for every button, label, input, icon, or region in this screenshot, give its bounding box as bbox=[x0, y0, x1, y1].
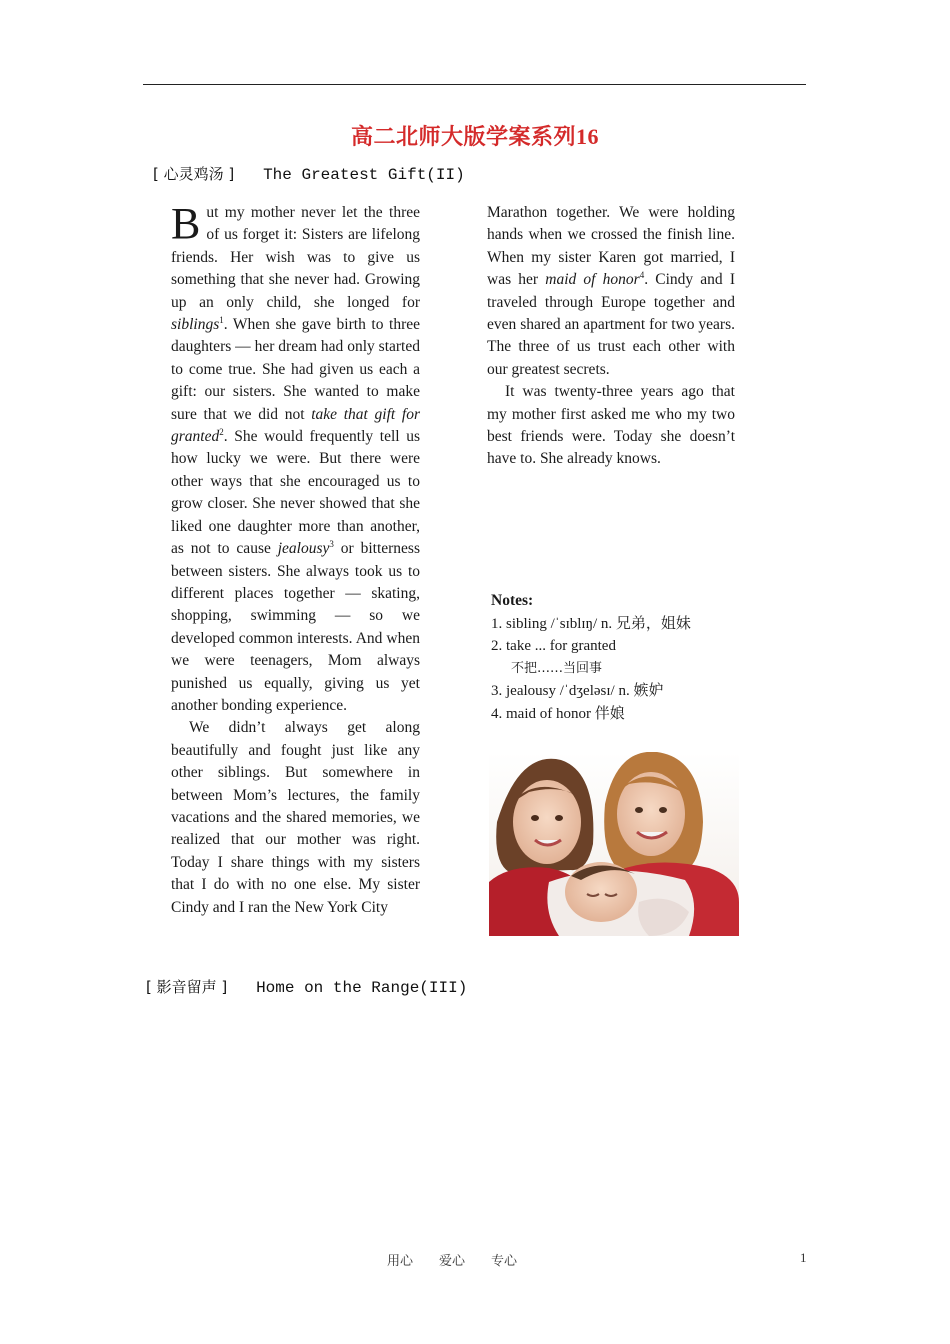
notes-box bbox=[491, 590, 751, 725]
sisters-photo-illustration bbox=[489, 752, 739, 936]
page-number: 1 bbox=[800, 1250, 807, 1265]
text-run: ut my mother never let the three of us forget it: Sisters are lifelong friends. Her wish was to give us something that she never had. Growing up an only child, she longed for bbox=[171, 204, 420, 311]
note-2-translation: 不把……当回事 bbox=[511, 660, 603, 676]
section-heading-1 bbox=[153, 163, 465, 184]
note-1: 1. sibling /ˈsɪblɪŋ/ n. 兄弟，姐妹 bbox=[491, 615, 691, 632]
glossed-term-maid-of-honor: maid of honor bbox=[545, 271, 640, 289]
page-title: 高二北师大版学案系列16 bbox=[350, 124, 599, 149]
glossed-term-take-for-granted: take that gift for granted bbox=[171, 405, 420, 446]
text-run: . When she gave birth to three daughters — her dream had only started to come true. She had given us each a gift: our sisters. She wanted to make sure that we did not bbox=[171, 316, 420, 423]
footer-motto: 用心 爱心 专心 bbox=[387, 1254, 518, 1269]
section-title-2: Home on the Range(III) bbox=[256, 979, 468, 997]
note-3: 3. jealousy /ˈdʒeləsɪ/ n. 嫉妒 bbox=[491, 683, 664, 699]
article-paragraph-1 bbox=[171, 199, 420, 717]
note-ref-4: 4 bbox=[639, 270, 645, 281]
article-column-right bbox=[487, 202, 735, 471]
header-rule bbox=[143, 84, 806, 85]
text-run: We didn’t always get along beautifully and fought just like any other siblings. But somewhere in between Mom’s lectures, the family vacations and the shared memories, we realized that our mother was right. Today I share things with my sisters that I do with no one else. My sister Cindy and I ran the New York City bbox=[171, 719, 420, 916]
note-ref-3: 3 bbox=[329, 538, 334, 549]
note-4: 4. maid of honor 伴娘 bbox=[491, 705, 625, 722]
drop-cap: B bbox=[171, 199, 201, 248]
text-run: Marathon together. We were holding hands when we crossed the finish line. When my sister Karen got married, I was her bbox=[487, 204, 735, 289]
note-ref-1: 1 bbox=[219, 314, 224, 325]
text-run: . She would frequently tell us how lucky we were. But there were other ways that she encouraged us to grow closer. She never showed that she liked one daughter more than another, as not to cause bbox=[171, 428, 420, 558]
text-run: or bitterness between sisters. She always took us to different places together — skating, shopping, swimming — so we developed common interests. And when we were teenagers, Mom always punished us equally, giving us yet another bonding experience. bbox=[171, 540, 420, 714]
article-paragraph-3: It was twenty-three years ago that my mother first asked me who my two best friends were. Today she doesn’t have to. She already knows. bbox=[487, 383, 735, 468]
section-tag-1: [ 心灵鸡汤 ] bbox=[153, 165, 235, 183]
notes-title: Notes: bbox=[491, 592, 534, 609]
note-ref-2: 2 bbox=[219, 426, 224, 437]
glossed-term-siblings: siblings bbox=[171, 316, 220, 334]
article-paragraph-2-continued bbox=[487, 202, 735, 381]
section-title-1: The Greatest Gift(II) bbox=[263, 166, 465, 184]
sisters-photo bbox=[489, 752, 739, 936]
glossed-term-jealousy: jealousy bbox=[277, 540, 330, 558]
text-run: . Cindy and I traveled through Europe together and even shared an apartment for two years. The three of us trust each other with our greatest secrets. bbox=[487, 271, 736, 378]
article-column-left bbox=[171, 199, 420, 919]
section-heading-2 bbox=[146, 976, 467, 997]
section-tag-2: [ 影音留声 ] bbox=[146, 978, 228, 996]
article-paragraph-2-start bbox=[171, 717, 420, 919]
note-2: 2. take ... for granted bbox=[491, 638, 616, 654]
